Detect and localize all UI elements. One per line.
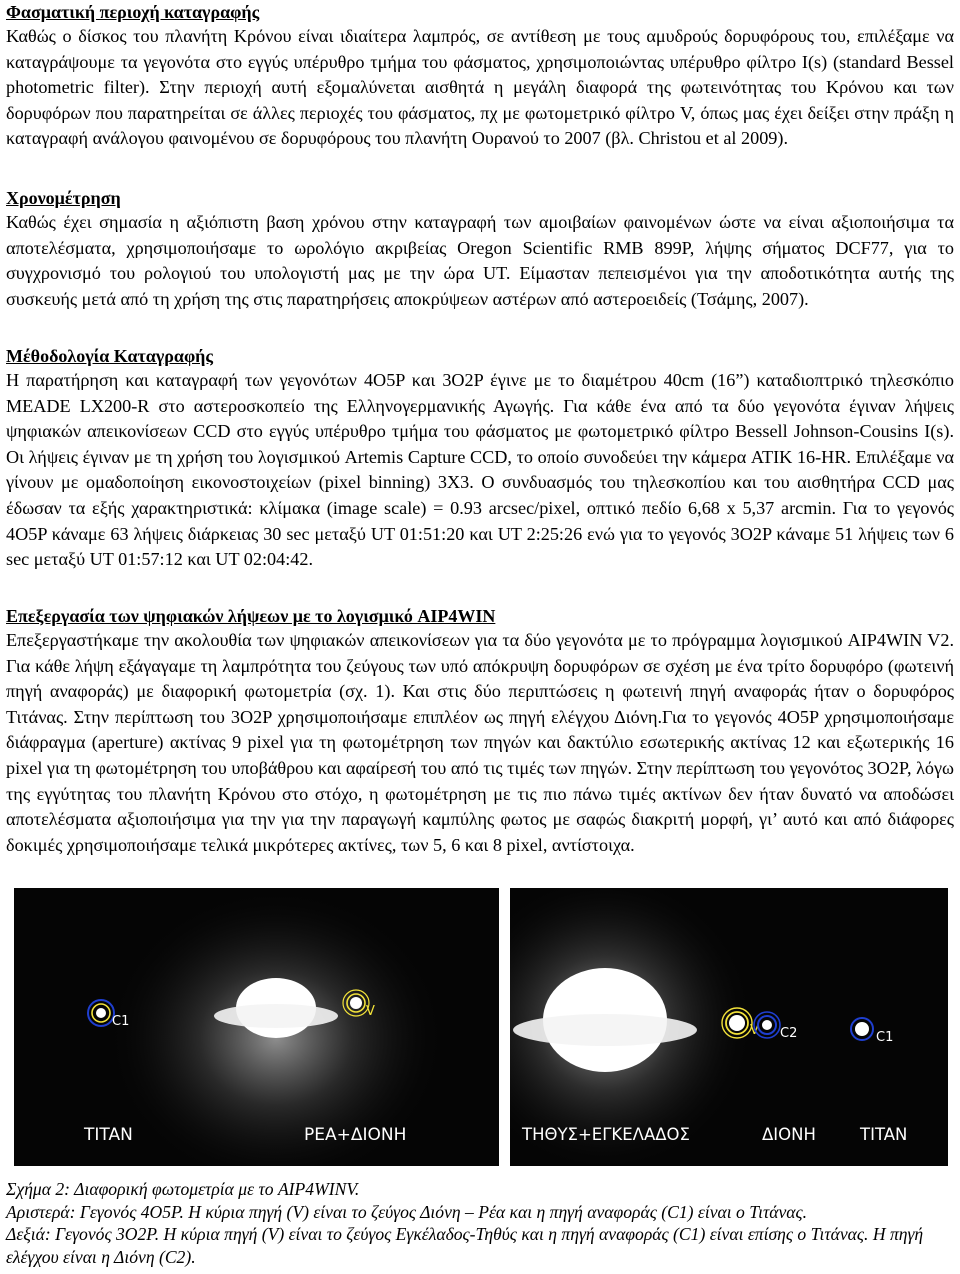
figure-caption [6, 1178, 960, 1268]
c1-label: C1 [876, 1030, 894, 1045]
section-text: Καθώς έχει σημασία η αξιόπιστη βαση χρόνου στην καταγραφή των αμοιβαίων φαινομένων ώστε να είναι αξιοποιήσιμα τα αποτελέσματα, χρησιμοποιήσαμε το ωρολόγιο ακριβείας Oregon Scientific RMB 899P, λήψης σήματος DCF77, για το συγχρονισμό του ρολογιού του υπολογιστή μας με την ώρα UT. Είμασταν πεπεισμένοι για την αποδοτικότητα αυτής της συσκευής μετά από τη χρήση της στις παρατηρήσεις αποκρύψεων αστέρων από αστεροειδείς (Τσάμης, 2007). [6, 212, 954, 309]
section-processing [6, 604, 954, 858]
section-recording-area [6, 0, 954, 152]
v-label: V [366, 1004, 375, 1019]
photometry-figure [14, 888, 948, 1166]
c2-label: C2 [780, 1026, 798, 1041]
section-heading: Φασματική περιοχή καταγραφής [6, 2, 260, 22]
caption-title: Σχήμα 2: Διαφορική φωτομετρία με το AIP4WINV. [6, 1179, 360, 1199]
section-text: Καθώς ο δίσκος του πλανήτη Κρόνου είναι ιδιαίτερα λαμπρός, σε αντίθεση με τους αμυδρούς δορυφόρους του, επιλέξαμε να καταγράψουμε τα γεγονότα στο εγγύς υπέρυθρο τμήμα του φάσματος, χρησιμοποιώντας υπέρυθρο φίλτρο I(s) (standard Bessel photometric filter). Στην περιοχή αυτή εξομαλύνεται αισθητά η μεγάλη διαφορά της φωτεινότητας του Κρόνου και των δορυφόρων που παρατηρείται σε άλλες περιοχές του φάσματος, πχ με φωτομετρικό φίλτρο V, όπως μας έχει δείξει στην πράξη η καταγραφή ανάλογου φαινομένου σε δορυφόρους του πλανήτη Ουρανού το 2007 (βλ. Christou et al 2009). [6, 26, 954, 149]
saturn-rings [214, 1004, 338, 1028]
label-titan: TITAN [84, 1125, 133, 1145]
caption-left: Αριστερά: Γεγονός 4O5P. Η κύρια πηγή (V) είναι το ζεύγος Διόνη – Ρέα και η πηγή αναφοράς (C1) είναι ο Τιτάνας. [6, 1201, 808, 1222]
section-methodology [6, 344, 954, 573]
section-heading: Χρονομέτρηση [6, 188, 121, 208]
saturn-rings [513, 1014, 697, 1046]
label-dione: ΔΙΟΝΗ [762, 1125, 816, 1144]
caption-right: Δεξιά: Γεγονός 3O2P. Η κύρια πηγή (V) είναι το ζεύγος Εγκέλαδος-Τηθύς και η πηγή αναφοράς (C1) είναι επίσης ο Τιτάνας. Η πηγή ελέγχου είναι η Διόνη (C2). [6, 1224, 924, 1267]
section-timing [6, 186, 954, 312]
label-titan: TITAN [860, 1125, 908, 1144]
section-heading: Μέθοδολογία Καταγραφής [6, 346, 213, 366]
section-text: Επεξεργαστήκαμε την ακολουθία των ψηφιακών απεικονίσεων για τα δύο γεγονότα με το πρόγραμμα λογισμικού AIP4WIN V2. Για κάθε λήψη εξάγαγαμε τη λαμπρότητα του ζεύγους των υπό απόκρυψη δορυφόρων σε σχέση με ένα τρίτο δορυφόρο (φωτεινή πηγή αναφοράς) με διαφορική φωτομετρία (σχ. 1). Και στις δύο περιπτώσεις η φωτεινή πηγή αναφοράς ήταν ο δορυφόρος Τιτάνας. Στην περίπτωση του 3O2P χρησιμοποιήσαμε επιπλέον ως πηγή ελέγχου Διόνη.Για το γεγονός 4O5P χρησιμοποιήσαμε διάφραγμα (aperture) ακτίνας 9 pixel για τη φωτομέτρηση των πηγών και δακτύλιο εσωτερικής ακτίνας 12 και εξωτερικής 16 pixel για τη φωτομέτρηση του υποβάθρου και αφαίρεσή του από τις τιμές των πηγών. Στην περίπτωση του γεγονότος 3O2P, λόγω της εγγύτητας του πλανήτη Κρόνου στο στόχο, η φωτομέτρηση με τις πιο πάνω τιμές ακτίνων δεν ήταν δυνατό να αποδώσει αποτελέσματα αξιοποιήσιμα για την για την παραγωγή καμπύλης φωτος με σαφώς διακριτή μορφή, γι’ αυτό και από διάφορες δοκιμές χρησιμοποιήσαμε τελικά μικρότερες ακτίνες, των 5, 6 και 8 pixel, αντίστοιχα. [6, 630, 954, 855]
c1-label: C1 [112, 1014, 130, 1029]
v-label: V [750, 1023, 759, 1038]
label-rhea-dione: ΡΕΑ+ΔΙΟΝΗ [304, 1125, 407, 1145]
right-ccd-image [510, 888, 948, 1166]
section-heading: Επεξεργασία των ψηφιακών λήψεων με το λογισμικό AIP4WIN [6, 606, 496, 626]
label-tethys-enceladus: ΤΗΘΥΣ+ΕΓΚΕΛΑΔΟΣ [522, 1125, 690, 1144]
left-ccd-image [14, 888, 499, 1166]
section-text: Η παρατήρηση και καταγραφή των γεγονότων 4O5P και 3O2P έγινε με το διαμέτρου 40cm (16”) καταδιοπτρικό τηλεσκόπιο MEADE LX200-R στο αστεροσκοπείο της Ελληνογερμανικής Αγωγής. Για κάθε ένα από τα δύο γεγονότα έγιναν λήψεις ψηφιακών απεικονίσεων CCD στο εγγύς υπέρυθρο τμήμα του φάσματος με φωτομετρικό φίλτρο Bessell Johnson-Cousins I(s). Οι λήψεις έγιναν με τη χρήση του λογισμικού Artemis Capture CCD, το οποίο συνοδεύει την κάμερα ATIK 16-HR. Επιλέξαμε να γίνουν με ομαδοποίηση εικονοστοιχείων (pixel binning) 3X3. Ο συνδυασμός του τηλεσκοπίου και του αισθητήρα CCD μας έδωσαν τα εξής χαρακτηριστικά: κλίμακα (image scale) = 0.93 arcsec/pixel, οπτικό πεδίο 6,68 x 5,37 arcmin. Για το γεγονός 4O5P κάναμε 63 λήψεις διάρκειας 30 sec μεταξύ UT 01:51:20 και UT 2:25:26 ενώ για το γεγονός 3O2P κάναμε 51 λήψεις των 6 sec μεταξύ UT 01:57:12 και UT 02:04:42. [6, 370, 954, 570]
